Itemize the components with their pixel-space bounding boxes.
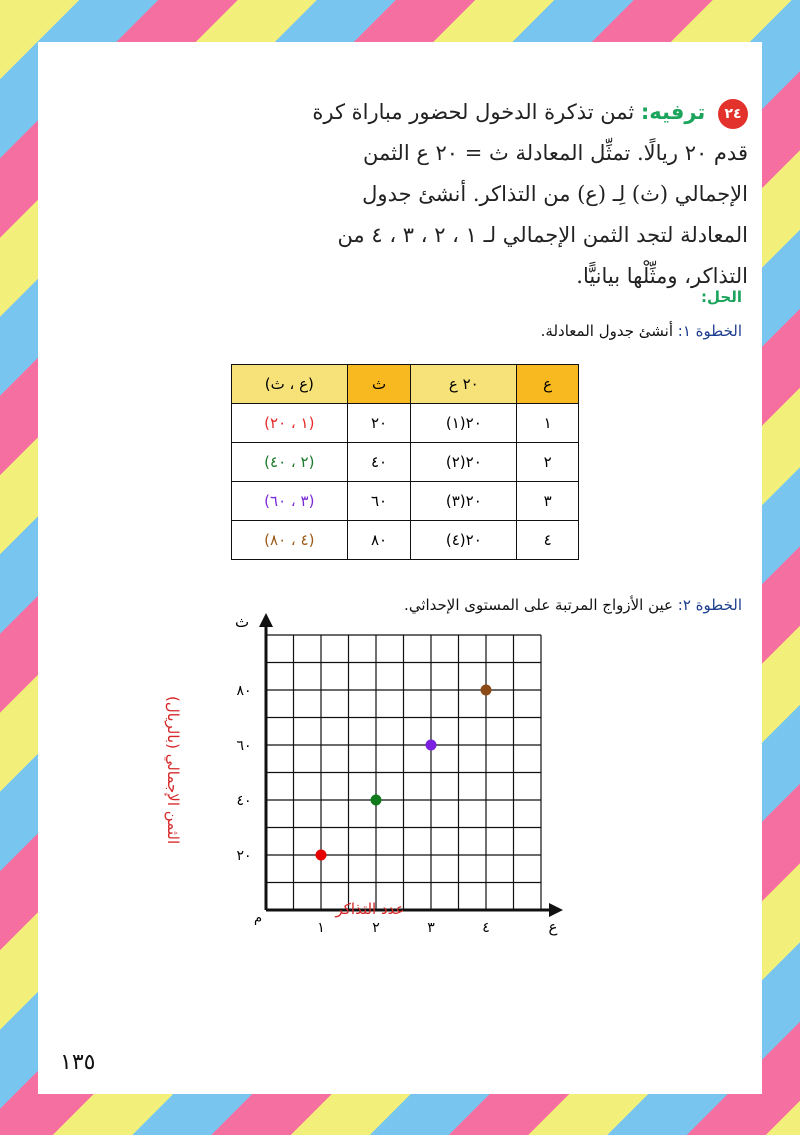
page-number: ١٣٥ [60,1050,96,1075]
data-point [481,685,492,696]
problem-text: ثمن تذكرة الدخول لحضور مباراة كرة قدم ٢٠ ريالًا. تمثِّل المعادلة ث = ٢٠ ع الثمن الإجمالي (ث) لِـ (ع) من التذاكر. أنشئ جدول المعادلة لتجد الثمن الإجمالي لـ ١ ، ٢ ، ٣ ، ٤ من التذاكر، ومثِّلْها بيانيًّا. [312,100,748,288]
table-cell: ٤ [517,521,579,560]
table-cell: ٢٠(٣) [411,482,517,521]
table-cell: ٣ [517,482,579,521]
ordered-pair-cell: (٣ ، ٦٠) [232,482,348,521]
step-1-text: أنشئ جدول المعادلة. [540,322,673,340]
y-axis-letter: ث [234,613,250,631]
header-cell: ع [517,365,579,404]
data-point [426,740,437,751]
header-cell: ث [347,365,411,404]
problem-title: ترفيه: [640,100,706,124]
ordered-pair-cell: (١ ، ٢٠) [232,404,348,443]
y-axis-arrow [259,613,273,627]
x-axis-label: عدد التذاكر [335,900,405,918]
x-axis-arrow [549,903,563,917]
x-tick-label: ٢ [372,920,380,936]
y-tick-label: ٨٠ [236,683,252,699]
ordered-pair-cell: (٤ ، ٨٠) [232,521,348,560]
table-cell: ٢٠(١) [411,404,517,443]
y-tick-label: ٦٠ [236,738,252,754]
table-cell: ١ [517,404,579,443]
solution-label: الحل: [701,288,742,306]
header-cell: (ع ، ث) [232,365,348,404]
x-tick-label: ١ [317,920,325,936]
data-point [316,850,327,861]
table-cell: ٢ [517,443,579,482]
origin-label: م [253,911,263,926]
table-cell: ٢٠(٢) [411,443,517,482]
ordered-pair-cell: (٢ ، ٤٠) [232,443,348,482]
y-axis-label: الثمن الإجمالي (بالريال) [164,695,182,845]
table-cell: ٢٠ [347,404,411,443]
step-2-label: الخطوة ٢: [677,596,742,614]
header-cell: ٢٠ ع [411,365,517,404]
table-cell: ٦٠ [347,482,411,521]
problem-number: ٢٤ [718,99,748,129]
table-cell: ٤٠ [347,443,411,482]
step-1-label: الخطوة ١: [677,322,742,340]
step-2-text: عين الأزواج المرتبة على المستوى الإحداثي. [404,596,673,614]
y-tick-label: ٢٠ [236,848,252,864]
table-cell: ٨٠ [347,521,411,560]
x-tick-label: ٣ [427,920,435,936]
data-point [371,795,382,806]
x-axis-letter: ع [548,918,558,936]
table-cell: ٢٠(٤) [411,521,517,560]
y-tick-label: ٤٠ [236,793,252,809]
x-tick-label: ٤ [482,920,490,936]
